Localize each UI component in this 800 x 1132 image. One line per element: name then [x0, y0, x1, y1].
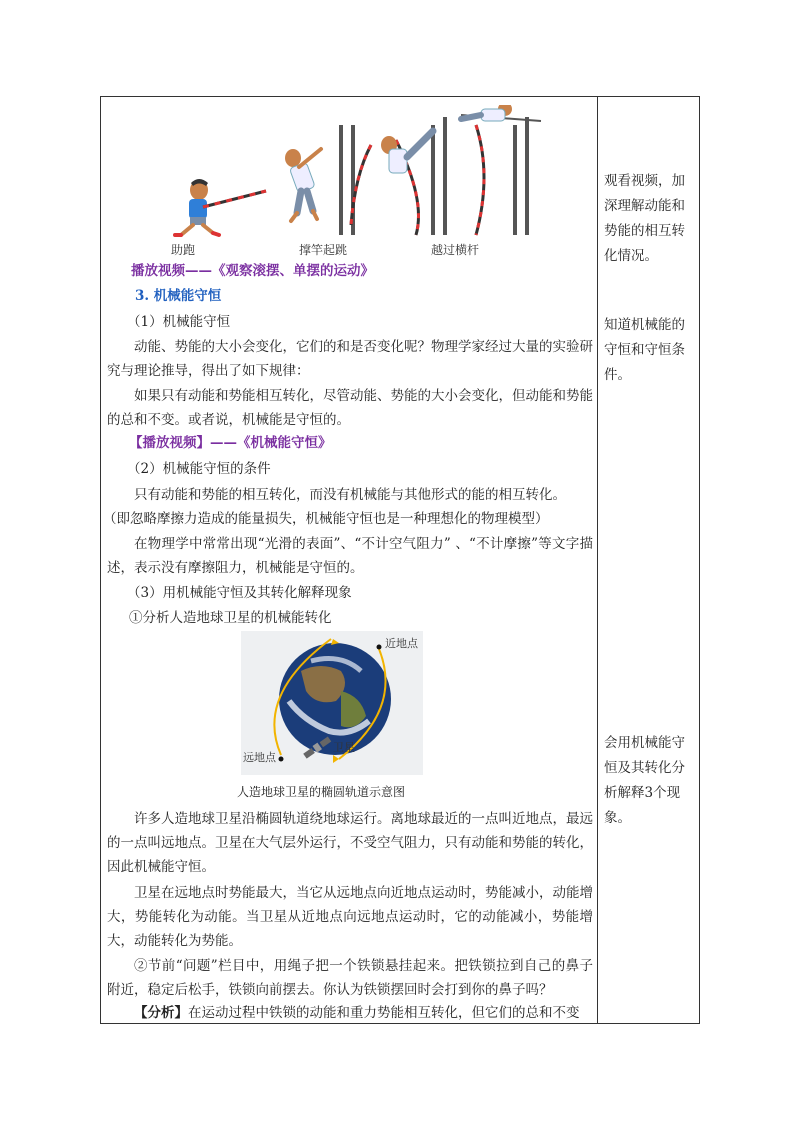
near-point-label: 近地点 [385, 637, 418, 650]
section-title-3: 3. 机械能守恒 [135, 288, 222, 304]
subsection-title-1: （1）机械能守恒 [127, 314, 231, 330]
over-bar-illustration [381, 105, 541, 235]
item-1-title: ①分析人造地球卫星的机械能转化 [129, 610, 332, 626]
paragraph-7: 卫星在远地点时势能最大，当它从远地点向近地点运动时，势能减小，动能增大，势能转化为动能。当卫星从近地点向远地点运动时，它的动能减小，势能增大，动能转化为势能。 [107, 885, 593, 949]
satellite-label: 卫星 [333, 741, 355, 754]
far-point-label: 远地点 [243, 751, 276, 764]
analysis-text: 在运动过程中铁锁的动能和重力势能相互转化，但它们的总和不变 [188, 1005, 580, 1021]
main-column [101, 97, 597, 1023]
paragraph-8: ②节前“问题”栏目中，用绳子把一个铁锁悬挂起来。把铁锁拉到自己的鼻子附近，稳定后松手，铁锁向前摆去。你认为铁锁摆回时会打到你的鼻子吗？ [107, 958, 593, 998]
paragraph-3: 只有动能和势能的相互转化，而没有机械能与其他形式的能的相互转化。 [134, 487, 566, 503]
figure-label-takeoff: 撑竿起跳 [299, 243, 348, 257]
takeoff-illustration [285, 125, 371, 235]
video-title-2: 【播放视频】——《机械能守恒》 [129, 435, 332, 451]
figure-caption: 人造地球卫星的椭圆轨道示意图 [237, 785, 406, 799]
analysis-line [134, 1001, 580, 1025]
runner-illustration [175, 179, 266, 235]
lesson-table [100, 96, 700, 1024]
subsection-title-2: （2）机械能守恒的条件 [127, 461, 271, 477]
side-note-conservation: 知道机械能的守恒和守恒条件。 [604, 317, 685, 383]
paragraph-1: 动能、势能的大小会变化，它们的和是否变化呢？物理学家经过大量的实验研究与理论推导，得出了如下规律： [107, 339, 593, 379]
video-title-1: 播放视频——《观察滚摆、单摆的运动》 [131, 263, 374, 279]
side-note-video: 观看视频，加深理解动能和势能的相互转化情况。 [604, 173, 685, 264]
pole-vault-figure [141, 105, 561, 240]
subsection-title-3: （3）用机械能守恒及其转化解释现象 [127, 585, 352, 601]
satellite-orbit-figure [241, 631, 423, 775]
side-column [598, 97, 699, 1023]
side-note-explain: 会用机械能守恒及其转化分析解释3个现象。 [604, 735, 685, 826]
paragraph-2: 如果只有动能和势能相互转化，尽管动能、势能的大小会变化，但动能和势能的总和不变。或者说，机械能是守恒的。 [107, 388, 593, 428]
paragraph-4: （即忽略摩擦力造成的能量损失，机械能守恒也是一种理想化的物理模型） [103, 511, 549, 527]
figure-label-over-bar: 越过横杆 [431, 243, 480, 257]
figure-label-run: 助跑 [171, 243, 196, 257]
paragraph-5: 在物理学中常常出现“光滑的表面”、“不计空气阻力” 、“不计摩擦”等文字描述，表示没有摩擦阻力，机械能是守恒的。 [107, 536, 593, 576]
analysis-tag: 【分析】 [134, 1005, 188, 1021]
paragraph-6: 许多人造地球卫星沿椭圆轨道绕地球运行。离地球最近的一点叫近地点，最远的一点叫远地点。卫星在大气层外运行，不受空气阻力，只有动能和势能的转化，因此机械能守恒。 [107, 811, 593, 875]
